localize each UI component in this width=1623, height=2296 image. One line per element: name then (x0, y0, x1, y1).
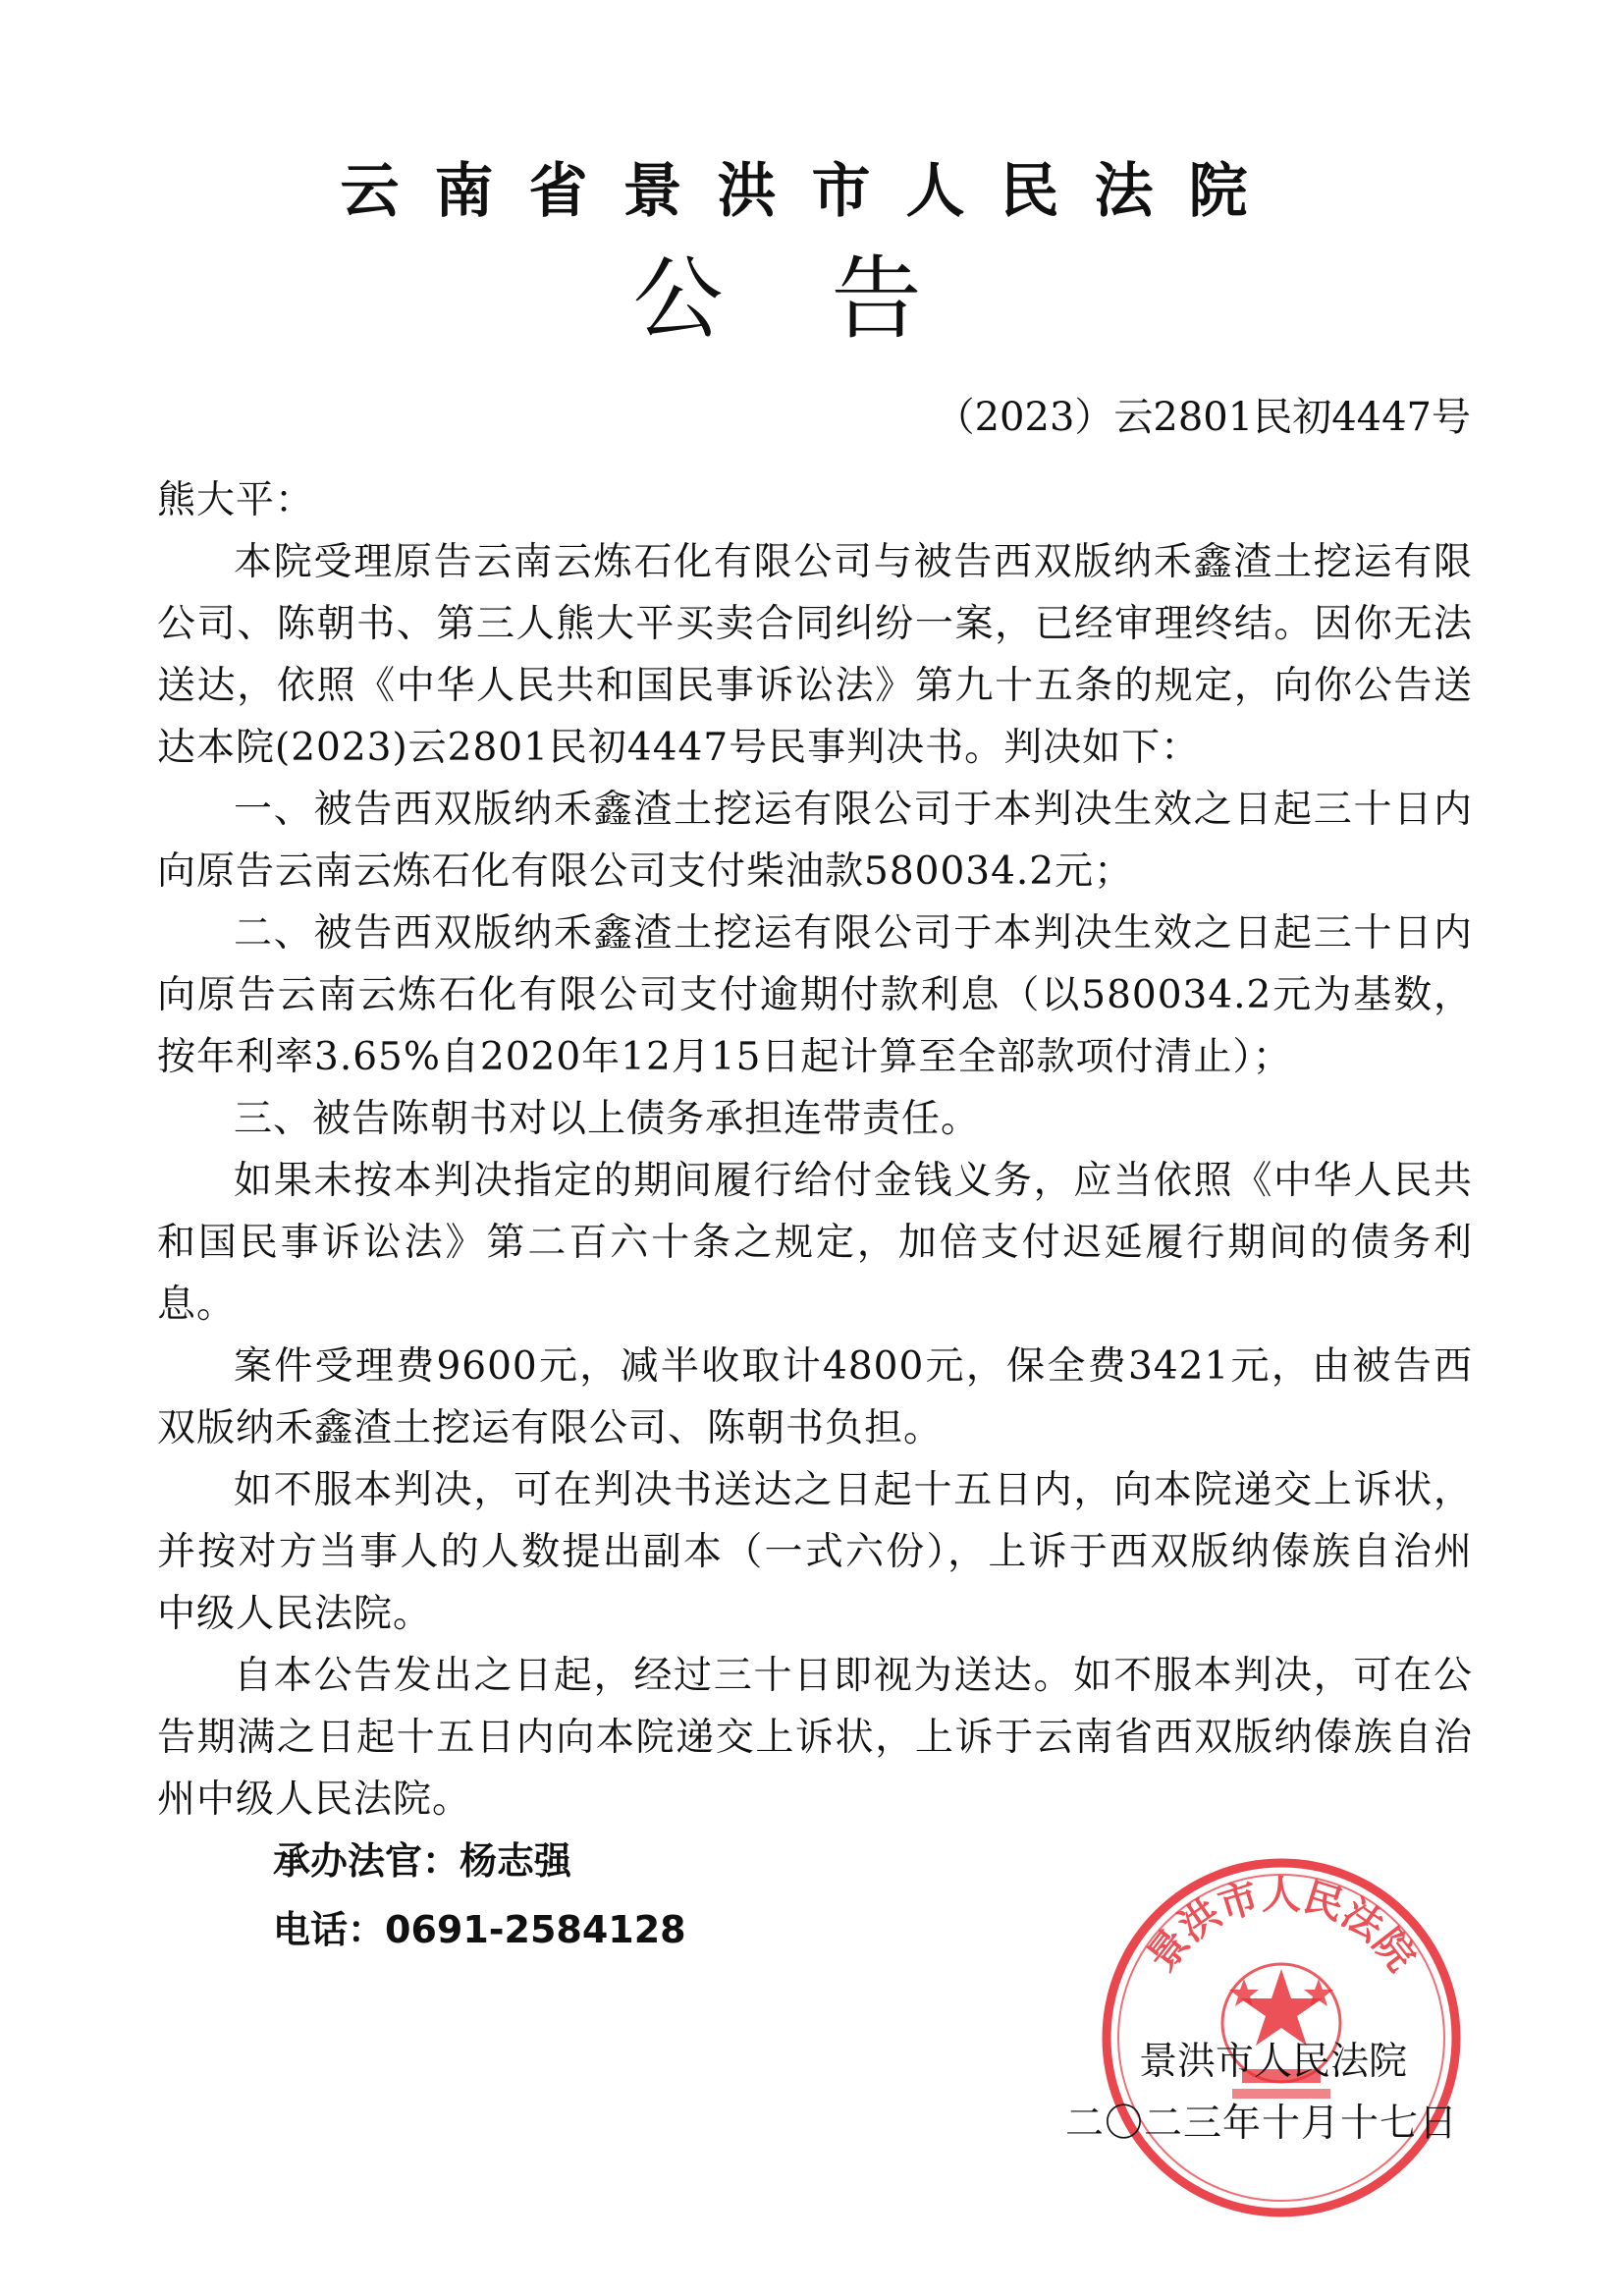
court-title: 云南省景洪市人民法院 (340, 157, 1283, 226)
addressee: 熊大平： (157, 478, 315, 522)
case-number: （2023）云2801民初4447号 (935, 395, 1471, 440)
court-signature: 景洪市人民法院 (1139, 2040, 1408, 2084)
phone-number: 电话：0691-2584128 (273, 1908, 686, 1951)
signoff-block (273, 1827, 686, 1964)
paragraph: 案件受理费9600元，减半收取计4800元，保全费3421元，由被告西双版纳禾鑫渣土挖运有限公司、陈朝书负担。 (157, 1344, 1473, 1450)
judgment-item-1: 一、被告西双版纳禾鑫渣土挖运有限公司于本判决生效之日起三十日内向原告云南云炼石化有限公司支付柴油款580034.2元； (157, 788, 1473, 894)
paragraph: 如果未按本判决指定的期间履行给付金钱义务，应当依照《中华人民共和国民事诉讼法》第二百六十条之规定，加倍支付迟延履行期间的债务利息。 (157, 1159, 1473, 1327)
paragraph: 本院受理原告云南云炼石化有限公司与被告西双版纳禾鑫渣土挖运有限公司、陈朝书、第三人熊大平买卖合同纠纷一案，已经审理终结。因你无法送达，依照《中华人民共和国民事诉讼法》第九十五条的规定，向你公告送达本院(2023)云2801民初4447号民事判决书。判决如下： (157, 540, 1473, 770)
notice-body (157, 469, 1473, 1831)
judgment-item-2: 二、被告西双版纳禾鑫渣土挖运有限公司于本判决生效之日起三十日内向原告云南云炼石化有限公司支付逾期付款利息（以580034.2元为基数，按年利率3.65%自2020年12月15日起计算至全部款项付清止）； (157, 911, 1473, 1079)
document-type-title: 公告 (632, 246, 1030, 352)
seal-text: 景洪市人民法院 (1139, 1873, 1424, 1980)
judgment-item-3: 三、被告陈朝书对以上债务承担连带责任。 (234, 1097, 981, 1141)
judge-name: 承办法官：杨志强 (273, 1839, 572, 1883)
issue-date: 二〇二三年十月十七日 (1065, 2102, 1459, 2146)
paragraph: 如不服本判决，可在判决书送达之日起十五日内，向本院递交上诉状，并按对方当事人的人数提出副本（一式六份），上诉于西双版纳傣族自治州中级人民法院。 (157, 1468, 1473, 1636)
paragraph: 自本公告发出之日起，经过三十日即视为送达。如不服本判决，可在公告期满之日起十五日内向本院递交上诉状，上诉于云南省西双版纳傣族自治州中级人民法院。 (157, 1654, 1473, 1822)
